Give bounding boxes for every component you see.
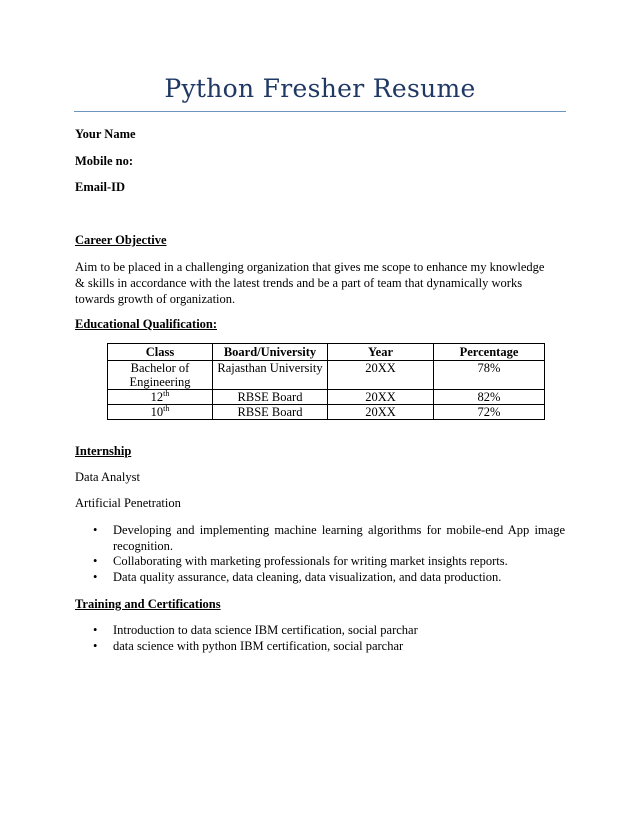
cell-percentage: 78% <box>434 361 545 390</box>
internship-heading: Internship <box>75 444 132 458</box>
class-ordinal: th <box>163 403 170 413</box>
contact-name: Your Name <box>75 127 136 141</box>
education-heading: Educational Qualification: <box>75 317 218 331</box>
list-item <box>75 554 565 570</box>
table-row <box>108 405 545 420</box>
list-item-text: Data quality assurance, data cleaning, data visualization, and data production. <box>113 569 502 584</box>
list-item <box>75 523 565 554</box>
cell-class <box>108 405 213 420</box>
cell-class <box>108 390 213 405</box>
bullet-icon: • <box>93 569 98 584</box>
column-header-percentage: Percentage <box>434 344 545 361</box>
class-ordinal: th <box>163 388 170 398</box>
cell-year: 20XX <box>328 405 434 420</box>
list-item <box>75 623 565 639</box>
page-title: Python Fresher Resume <box>164 74 476 103</box>
contact-email: Email-ID <box>75 180 125 194</box>
career-objective-text: Aim to be placed in a challenging organization that gives me scope to enhance my knowledge & skills in accordance with the latest trends and be a part of team that dynamically works towards growth of organization. <box>75 260 545 306</box>
contact-mobile: Mobile no: <box>75 154 133 168</box>
bullet-icon: • <box>93 623 98 637</box>
cell-percentage: 82% <box>434 390 545 405</box>
bullet-icon: • <box>93 554 98 568</box>
internship-role: Data Analyst <box>75 470 140 484</box>
table-row <box>108 390 545 405</box>
list-item <box>75 639 565 655</box>
education-table <box>107 343 545 420</box>
cell-board: RBSE Board <box>213 405 328 420</box>
training-bullet-list <box>75 623 565 654</box>
cell-year: 20XX <box>328 361 434 390</box>
cell-percentage: 72% <box>434 405 545 420</box>
cell-board: Rajasthan University <box>213 361 328 390</box>
education-table-header <box>108 344 545 361</box>
column-header-class: Class <box>108 344 213 361</box>
class-text: 12 <box>150 390 164 404</box>
column-header-board: Board/University <box>213 344 328 361</box>
list-item-text: Collaborating with marketing professionals for writing market insights reports. <box>113 554 508 568</box>
training-heading: Training and Certifications <box>75 597 221 611</box>
cell-class <box>108 361 213 390</box>
cell-year: 20XX <box>328 390 434 405</box>
internship-company: Artificial Penetration <box>75 496 181 510</box>
list-item-text: data science with python IBM certification, social parchar <box>113 638 404 653</box>
table-row <box>108 361 545 390</box>
list-item <box>75 570 565 586</box>
list-item-text: Developing and implementing machine learning algorithms for mobile-end App image recognition. <box>113 523 565 553</box>
bullet-icon: • <box>93 638 98 653</box>
list-item-text: Introduction to data science IBM certification, social parchar <box>113 623 418 637</box>
title-divider <box>74 111 566 112</box>
class-text: Bachelor of Engineering <box>129 361 191 389</box>
internship-bullet-list <box>75 523 565 585</box>
career-objective-heading: Career Objective <box>75 233 167 247</box>
class-text: 10 <box>150 405 164 419</box>
cell-board: RBSE Board <box>213 390 328 405</box>
column-header-year: Year <box>328 344 434 361</box>
bullet-icon: • <box>93 523 98 537</box>
